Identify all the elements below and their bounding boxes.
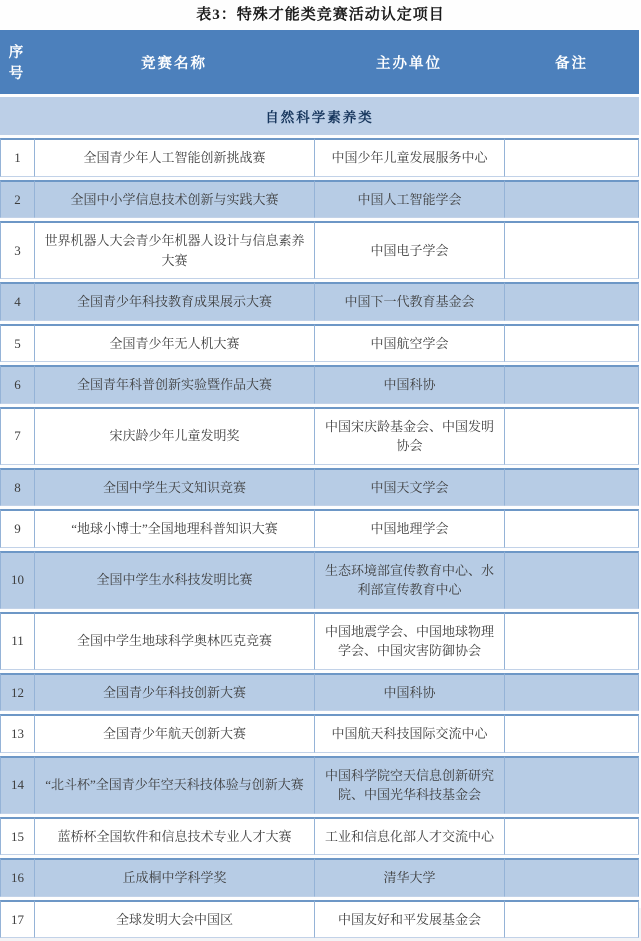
competition-name-cell: 全国中学生地球科学奥林匹克竞赛 xyxy=(34,612,314,670)
row-number-cell: 5 xyxy=(0,324,34,363)
competition-name-cell: “北斗杯”全国青少年空天科技体验与创新大赛 xyxy=(34,756,314,814)
column-header-organizer: 主办单位 xyxy=(314,30,504,94)
competition-name-cell: 全国中学生天文知识竞赛 xyxy=(34,468,314,507)
table-row xyxy=(0,221,639,279)
row-number-cell: 7 xyxy=(0,407,34,465)
row-number-cell: 2 xyxy=(0,180,34,219)
remark-cell xyxy=(504,509,639,548)
organizer-cell: 中国友好和平发展基金会 xyxy=(314,900,504,939)
remark-cell xyxy=(504,407,639,465)
row-number-cell: 12 xyxy=(0,673,34,712)
competition-name-cell: 全国中小学信息技术创新与实践大赛 xyxy=(34,180,314,219)
remark-cell xyxy=(504,282,639,321)
page-title: 表3：特殊才能类竞赛活动认定项目 xyxy=(196,7,445,23)
organizer-cell: 中国地理学会 xyxy=(314,509,504,548)
organizer-cell: 中国航空学会 xyxy=(314,324,504,363)
competition-name-cell: “地球小博士”全国地理科普知识大赛 xyxy=(34,509,314,548)
organizer-cell: 中国地震学会、中国地球物理学会、中国灾害防御协会 xyxy=(314,612,504,670)
table-row xyxy=(0,324,639,363)
organizer-cell: 中国科协 xyxy=(314,365,504,404)
table-row xyxy=(0,714,639,753)
table-row xyxy=(0,900,639,939)
remark-cell xyxy=(504,221,639,279)
table-row xyxy=(0,282,639,321)
remark-cell xyxy=(504,714,639,753)
organizer-cell: 中国电子学会 xyxy=(314,221,504,279)
organizer-cell: 中国航天科技国际交流中心 xyxy=(314,714,504,753)
row-number-cell: 4 xyxy=(0,282,34,321)
organizer-cell: 中国宋庆龄基金会、中国发明协会 xyxy=(314,407,504,465)
row-number-cell: 3 xyxy=(0,221,34,279)
competition-name-cell: 世界机器人大会青少年机器人设计与信息素养大赛 xyxy=(34,221,314,279)
row-number-cell: 9 xyxy=(0,509,34,548)
competition-name-cell: 全国青少年科技教育成果展示大赛 xyxy=(34,282,314,321)
competition-name-cell: 全国青少年无人机大赛 xyxy=(34,324,314,363)
competition-name-cell: 丘成桐中学科学奖 xyxy=(34,858,314,897)
category-row xyxy=(0,97,639,135)
table-row xyxy=(0,817,639,856)
row-number-cell: 10 xyxy=(0,551,34,609)
remark-cell xyxy=(504,365,639,404)
organizer-cell: 中国少年儿童发展服务中心 xyxy=(314,138,504,177)
row-number-cell: 8 xyxy=(0,468,34,507)
remark-cell xyxy=(504,180,639,219)
organizer-cell: 中国下一代教育基金会 xyxy=(314,282,504,321)
row-number-cell: 16 xyxy=(0,858,34,897)
row-number-cell: 13 xyxy=(0,714,34,753)
row-number-cell: 15 xyxy=(0,817,34,856)
remark-cell xyxy=(504,612,639,670)
remark-cell xyxy=(504,900,639,939)
recognition-table xyxy=(0,27,639,941)
column-header-remark: 备注 xyxy=(504,30,639,94)
table-row xyxy=(0,551,639,609)
competition-name-cell: 宋庆龄少年儿童发明奖 xyxy=(34,407,314,465)
remark-cell xyxy=(504,756,639,814)
table-header-row xyxy=(0,30,639,94)
organizer-cell: 生态环境部宣传教育中心、水利部宣传教育中心 xyxy=(314,551,504,609)
organizer-cell: 中国天文学会 xyxy=(314,468,504,507)
organizer-cell: 工业和信息化部人才交流中心 xyxy=(314,817,504,856)
row-number-cell: 6 xyxy=(0,365,34,404)
competition-name-cell: 全球发明大会中国区 xyxy=(34,900,314,939)
remark-cell xyxy=(504,673,639,712)
competition-name-cell: 全国青少年人工智能创新挑战赛 xyxy=(34,138,314,177)
remark-cell xyxy=(504,324,639,363)
table-row xyxy=(0,138,639,177)
organizer-cell: 中国科协 xyxy=(314,673,504,712)
organizer-cell: 中国科学院空天信息创新研究院、中国光华科技基金会 xyxy=(314,756,504,814)
table-row xyxy=(0,756,639,814)
row-number-cell: 14 xyxy=(0,756,34,814)
table-row xyxy=(0,365,639,404)
table-row xyxy=(0,509,639,548)
competition-name-cell: 蓝桥杯全国软件和信息技术专业人才大赛 xyxy=(34,817,314,856)
competition-name-cell: 全国青年科普创新实验暨作品大赛 xyxy=(34,365,314,404)
table-row xyxy=(0,858,639,897)
remark-cell xyxy=(504,551,639,609)
table-row xyxy=(0,180,639,219)
row-number-cell: 1 xyxy=(0,138,34,177)
table-row xyxy=(0,612,639,670)
column-header-num: 序号 xyxy=(0,30,34,94)
organizer-cell: 中国人工智能学会 xyxy=(314,180,504,219)
row-number-cell: 11 xyxy=(0,612,34,670)
category-label: 自然科学素养类 xyxy=(0,97,639,135)
remark-cell xyxy=(504,817,639,856)
competition-name-cell: 全国中学生水科技发明比赛 xyxy=(34,551,314,609)
table-row xyxy=(0,407,639,465)
column-header-name: 竞赛名称 xyxy=(34,30,314,94)
remark-cell xyxy=(504,468,639,507)
table-row xyxy=(0,468,639,507)
organizer-cell: 清华大学 xyxy=(314,858,504,897)
remark-cell xyxy=(504,858,639,897)
remark-cell xyxy=(504,138,639,177)
competition-name-cell: 全国青少年航天创新大赛 xyxy=(34,714,314,753)
table-row xyxy=(0,673,639,712)
competition-name-cell: 全国青少年科技创新大赛 xyxy=(34,673,314,712)
row-number-cell: 17 xyxy=(0,900,34,939)
